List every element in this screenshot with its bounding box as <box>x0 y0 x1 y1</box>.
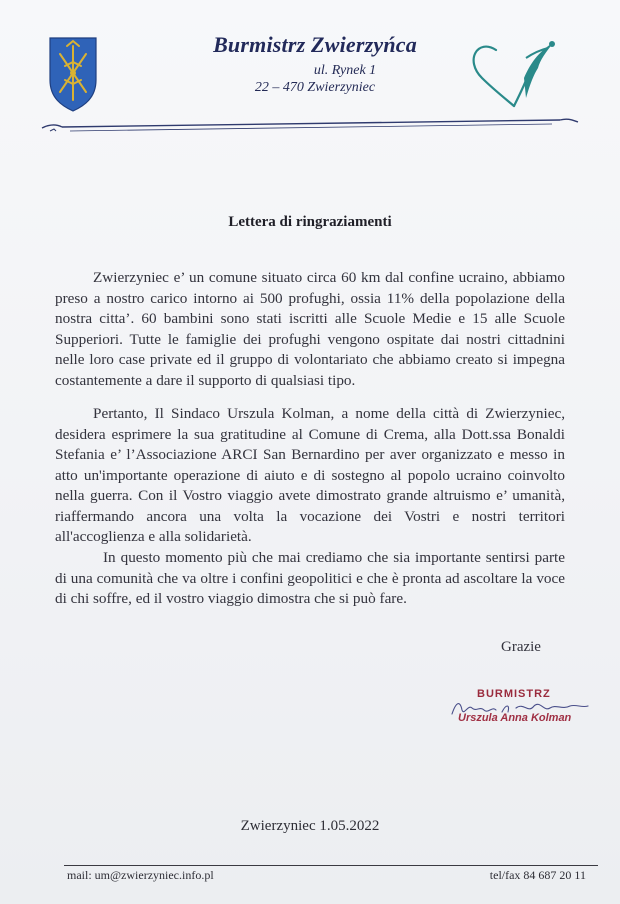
footer-divider <box>64 865 598 866</box>
heart-dancer-logo-icon <box>468 38 560 108</box>
decorative-divider <box>40 114 580 136</box>
coat-of-arms-icon <box>48 36 98 112</box>
letter-date: Zwierzyniec 1.05.2022 <box>240 818 380 834</box>
address-street: ul. Rynek 1 <box>313 63 377 78</box>
closing-thanks: Grazie <box>501 639 541 655</box>
letterhead-title: Burmistrz Zwierzyńca <box>213 32 417 57</box>
letter-title: Lettera di ringraziamenti <box>228 214 392 230</box>
footer-email: mail: um@zwierzyniec.info.pl <box>67 868 214 882</box>
letterhead <box>150 32 480 96</box>
stamp-name: Urszula Anna Kolman <box>458 712 572 724</box>
mayor-stamp <box>444 688 594 734</box>
paragraph-2: Pertanto, Il Sindaco Urszula Kolman, a nome della città di Zwierzyniec, desidera esprimere la sua gratitudine al Comune di Crema, alla Dott.ssa Bonaldi Stefania e’ l’Associazione ARCI San Bernardino per aver organizzato e messo in atto un'importante operazione di aiuto e di sostegno al popolo ucraino coinvolto nella guerra. Con il Vostro viaggio avete dimostrato grande altruismo e’ umanità, riaffermando ancora una volta la vocazione dei Vostri e nostri territori all'accoglienza e alla solidarietà. <box>55 405 565 545</box>
stamp-title: BURMISTRZ <box>477 688 551 700</box>
footer-phone: tel/fax 84 687 20 11 <box>489 868 586 882</box>
paragraph-1: Zwierzyniec e’ un comune situato circa 60 km dal confine ucraino, abbiamo preso a nostro carico intorno ai 500 profughi, ossia 11% della popolazione della nostra citta’. 60 bambini sono stati iscritti alle Scuole Medie e 15 alle Scuole Supperiori. Tutte le famiglie dei profughi vengono ospitate dai nostri cittadnini nelle loro case private ed il gruppo di volontariato che abbiamo creato si impegna costantemente a dare il supporto di qualsiasi tipo. <box>55 269 565 389</box>
paragraph-3: In questo momento più che mai crediamo che sia importante sentirsi parte di una comunità che va oltre i confini geopolitici e che è pronta ad ascoltare la voce di chi soffre, ed il vostro viaggio dimostra che si può fare. <box>55 549 565 607</box>
address-city: 22 – 470 Zwierzyniec <box>254 80 376 95</box>
